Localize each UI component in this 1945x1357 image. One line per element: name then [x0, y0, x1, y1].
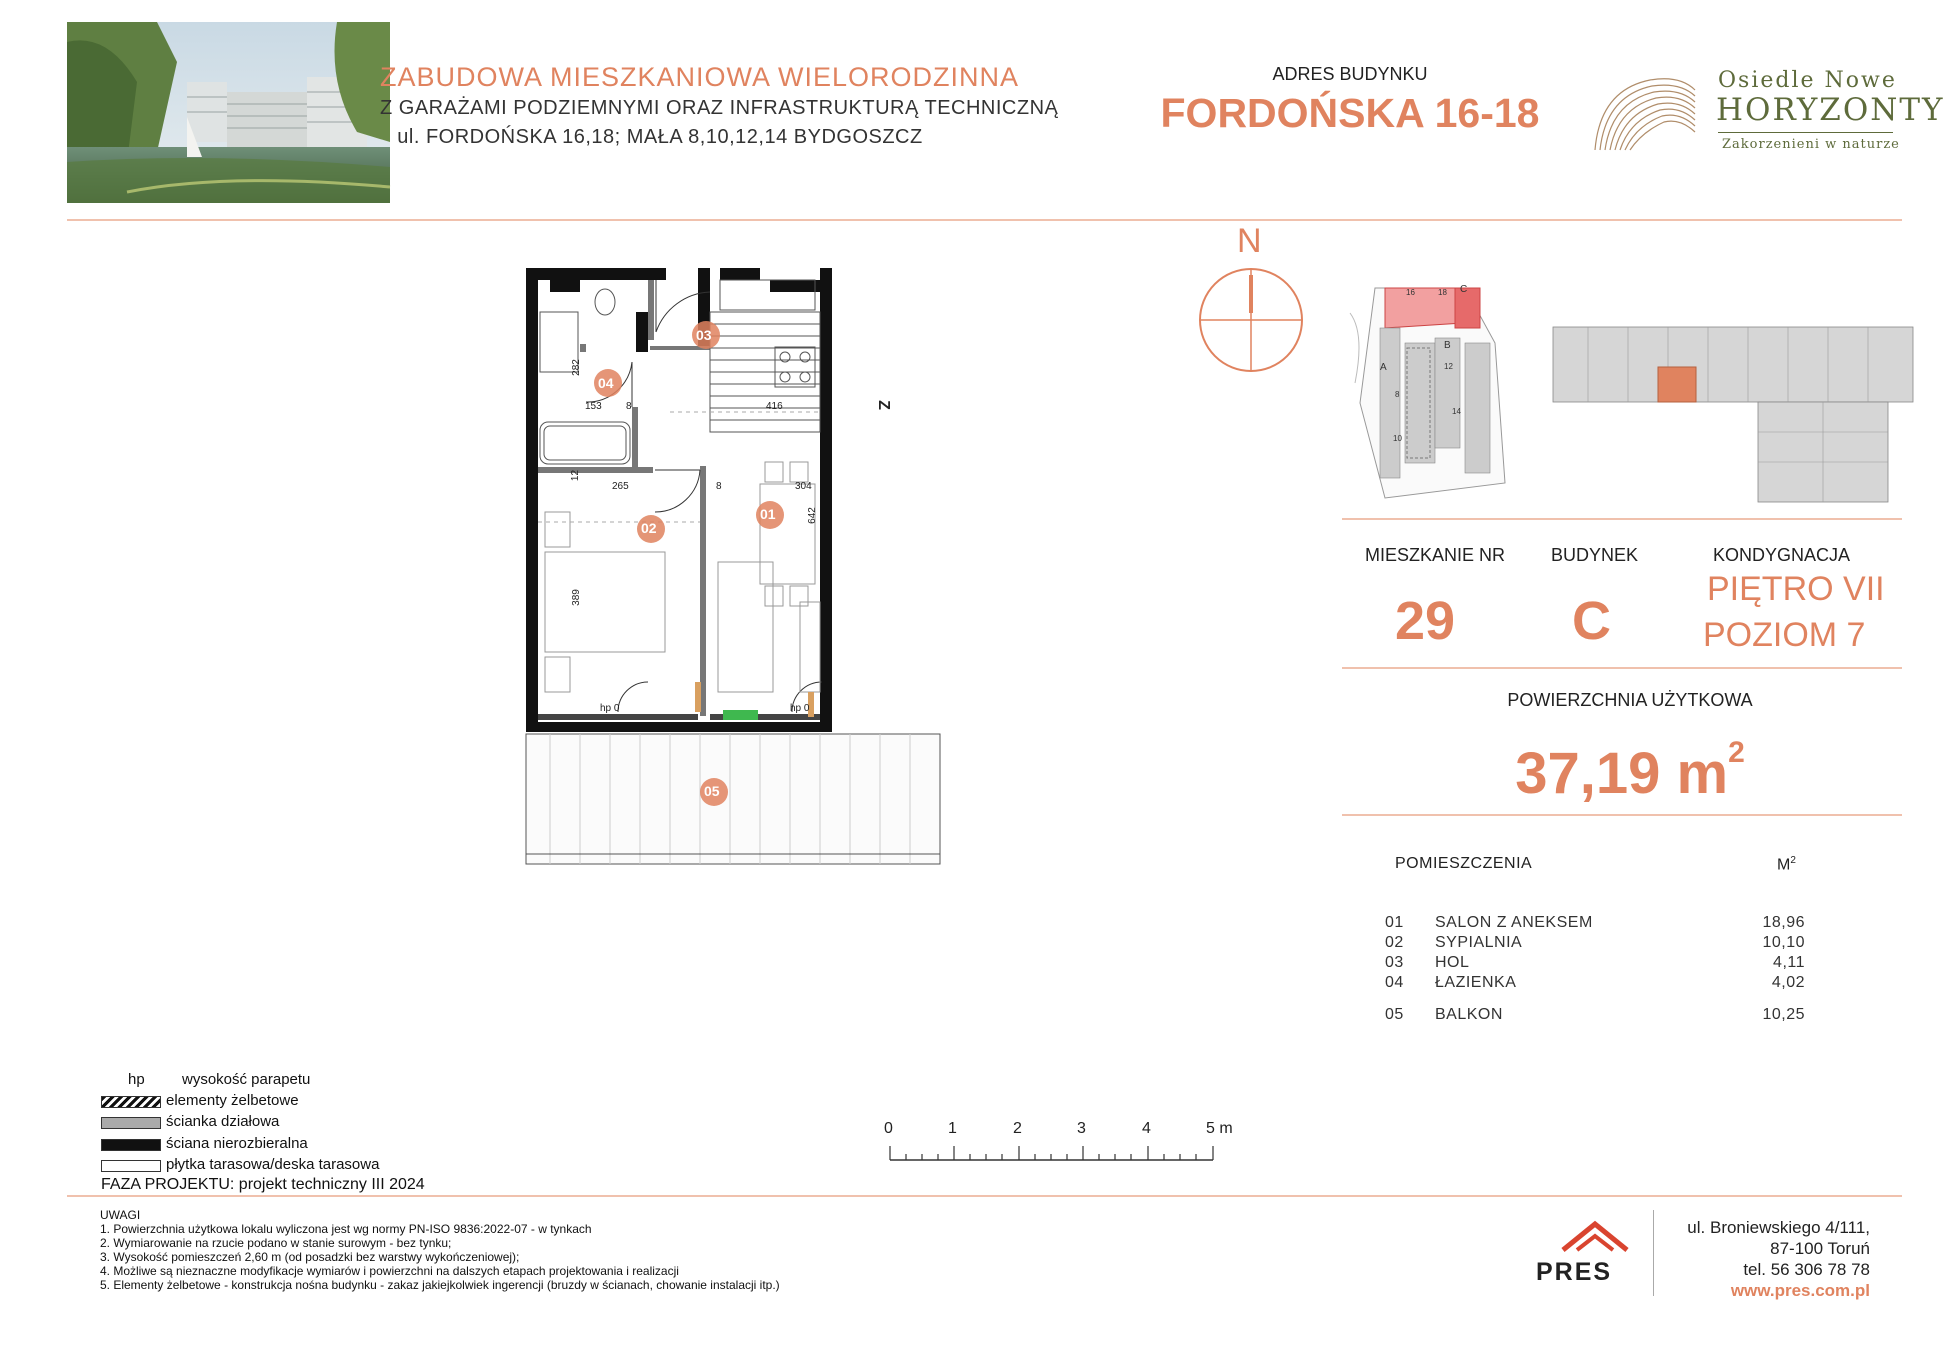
- dimension-label: 304: [795, 481, 812, 492]
- room-row: [1385, 974, 1805, 994]
- building-letter: C: [1572, 591, 1611, 651]
- room-marker-05: 05: [704, 783, 720, 799]
- legend-swatch-partition: [101, 1117, 161, 1129]
- scale-bar: [888, 1140, 1218, 1175]
- room-marker-03: 03: [696, 327, 712, 343]
- company-address1: ul. Broniewskiego 4/111,: [1687, 1218, 1870, 1237]
- legend-item: elementy żelbetowe: [166, 1092, 299, 1109]
- legend-swatch-terrace: [101, 1160, 161, 1172]
- room-row: [1385, 934, 1805, 954]
- building-address: FORDOŃSKA 16-18: [1160, 90, 1540, 136]
- company-name: PRES: [1536, 1258, 1613, 1286]
- legend-swatch-loadbearing: [101, 1139, 161, 1151]
- company-address2: 87-100 Toruń: [1770, 1239, 1870, 1258]
- room-marker-02: 02: [641, 520, 657, 536]
- notes-title: UWAGI: [100, 1208, 141, 1222]
- key-floor-plan: [1548, 322, 1918, 517]
- dimension-label: 153: [585, 401, 602, 412]
- room-row: [1385, 1006, 1805, 1026]
- legend-hp-abbr: hp: [128, 1071, 145, 1088]
- dimension-label: 389: [570, 589, 582, 606]
- scale-label: 3: [1077, 1120, 1086, 1137]
- dimension-label: 416: [766, 401, 783, 412]
- scale-label: 5 m: [1206, 1120, 1233, 1137]
- note-item: 4. Możliwe są nieznaczne modyfikacje wymiarów i powierzchni na dalszych etapach projektowania i realizacji: [100, 1264, 679, 1278]
- compass-label: N: [1237, 222, 1262, 260]
- logo-line1: Osiedle Nowe: [1718, 68, 1897, 93]
- floor-value: PIĘTRO VII: [1707, 570, 1885, 608]
- area-label: POWIERZCHNIA UŻYTKOWA: [1507, 690, 1753, 710]
- dimension-label: 8: [626, 401, 632, 412]
- logo-line2: HORYZONTY: [1716, 92, 1945, 128]
- legend-item: płytka tarasowa/deska tarasowa: [166, 1156, 380, 1173]
- room-area: 4,11: [1773, 954, 1805, 971]
- company-phone: tel. 56 306 78 78: [1743, 1260, 1870, 1279]
- site-label: 18: [1438, 288, 1447, 297]
- room-area: 4,02: [1771, 974, 1805, 991]
- room-row: [1385, 954, 1805, 974]
- area-value: [1440, 736, 1820, 807]
- site-plan-map: [1345, 283, 1510, 508]
- project-address: ul. FORDOŃSKA 16,18; MAŁA 8,10,12,14 BYDGOSZCZ: [397, 126, 923, 148]
- room-area: 10,10: [1762, 934, 1805, 951]
- site-label: 10: [1393, 434, 1402, 443]
- site-label: 12: [1444, 362, 1453, 371]
- room-area: 10,25: [1762, 1006, 1805, 1023]
- room-no: 04: [1385, 974, 1404, 991]
- room-area: 18,96: [1762, 914, 1805, 931]
- building-address-label: ADRES BUDYNKU: [1272, 64, 1428, 84]
- company-website-link[interactable]: www.pres.com.pl: [1730, 1281, 1870, 1300]
- footer-divider: [67, 1195, 1902, 1197]
- note-item: 2. Wymiarowanie na rzucie podano w stanie surowym - bez tynku;: [100, 1236, 452, 1250]
- legend-item: ścianka działowa: [166, 1113, 280, 1130]
- rooms-unit-header: $M^2$: [1777, 855, 1796, 874]
- dimension-label: 265: [612, 481, 629, 492]
- site-label: A: [1380, 362, 1387, 373]
- compass-icon: [1196, 265, 1306, 380]
- parapet-label: hp 0: [790, 703, 810, 714]
- note-item: 3. Wysokość pomieszczeń 2,60 m (od posadzki bez warstwy wykończeniowej);: [100, 1250, 520, 1264]
- legend-swatch-concrete: [101, 1096, 161, 1108]
- site-label: 14: [1452, 407, 1461, 416]
- floor-plan: [520, 262, 940, 877]
- apartment-number-label: MIESZKANIE NR: [1365, 545, 1506, 565]
- floor-label: KONDYGNACJA: [1713, 545, 1851, 565]
- scale-label: 1: [948, 1120, 957, 1137]
- notes: [100, 1208, 780, 1292]
- note-item: 1. Powierzchnia użytkowa lokalu wyliczona jest wg normy PN-ISO 9836:2022-07 - w tynkach: [100, 1222, 592, 1236]
- project-subtitle: Z GARAŻAMI PODZIEMNYMI ORAZ INFRASTRUKTURĄ TECHNICZNĄ: [380, 97, 1059, 119]
- logo-tagline: Zakorzenieni w naturze: [1722, 137, 1900, 152]
- dimension-label: 282: [570, 359, 582, 376]
- logo-emblem-icon: [1590, 70, 1700, 160]
- room-name: SYPIALNIA: [1435, 934, 1523, 951]
- scale-label: 4: [1142, 1120, 1151, 1137]
- site-label: 8: [1395, 390, 1400, 399]
- project-phase: FAZA PROJEKTU: projekt techniczny III 2024: [101, 1176, 425, 1193]
- header-divider: [67, 219, 1902, 221]
- room-name: HOL: [1435, 954, 1470, 971]
- room-name: SALON Z ANEKSEM: [1435, 914, 1593, 931]
- site-label: B: [1444, 340, 1451, 351]
- apartment-number: 29: [1395, 591, 1456, 651]
- site-label: C: [1460, 284, 1468, 295]
- hero-image: [67, 22, 390, 203]
- stair-mark: Z: [874, 400, 892, 410]
- room-marker-04: 04: [598, 375, 614, 391]
- room-no: 05: [1385, 1006, 1404, 1023]
- level-value: POZIOM 7: [1703, 616, 1866, 654]
- room-no: 01: [1385, 914, 1404, 931]
- note-item: 5. Elementy żelbetowe - konstrukcja nośna budynku - zakaz jakiejkolwiek ingerencji (bruzdy w ścianach, chowanie instalacji itp.): [100, 1278, 780, 1292]
- dimension-label: 8: [716, 481, 722, 492]
- legend-item: ściana nierozbieralna: [166, 1135, 308, 1152]
- legend-hp-text: wysokość parapetu: [182, 1071, 311, 1088]
- parapet-label: hp 0: [600, 703, 620, 714]
- rooms-header: POMIESZCZENIA: [1395, 855, 1533, 872]
- room-name: ŁAZIENKA: [1435, 974, 1517, 991]
- pres-logo-icon: [1555, 1218, 1635, 1263]
- dimension-label: 12: [570, 469, 582, 482]
- info-divider-mid: [1342, 667, 1902, 669]
- room-no: 02: [1385, 934, 1404, 951]
- info-divider-top: [1342, 518, 1902, 520]
- company-divider: [1653, 1210, 1654, 1296]
- building-label: BUDYNEK: [1551, 545, 1639, 565]
- info-divider-bottom: [1342, 814, 1902, 816]
- area-number: 37,19 m: [1515, 741, 1729, 806]
- room-marker-01: 01: [760, 506, 776, 522]
- site-label: 16: [1406, 288, 1415, 297]
- scale-label: 2: [1013, 1120, 1022, 1137]
- room-no: 03: [1385, 954, 1404, 971]
- room-name: BALKON: [1435, 1006, 1503, 1023]
- scale-label: 0: [884, 1120, 893, 1137]
- room-row: [1385, 914, 1805, 934]
- logo-divider: [1718, 132, 1893, 133]
- dimension-label: 642: [806, 507, 818, 524]
- project-title: ZABUDOWA MIESZKANIOWA WIELORODZINNA: [380, 62, 1020, 92]
- area-unit-sup: 2: [1728, 736, 1745, 769]
